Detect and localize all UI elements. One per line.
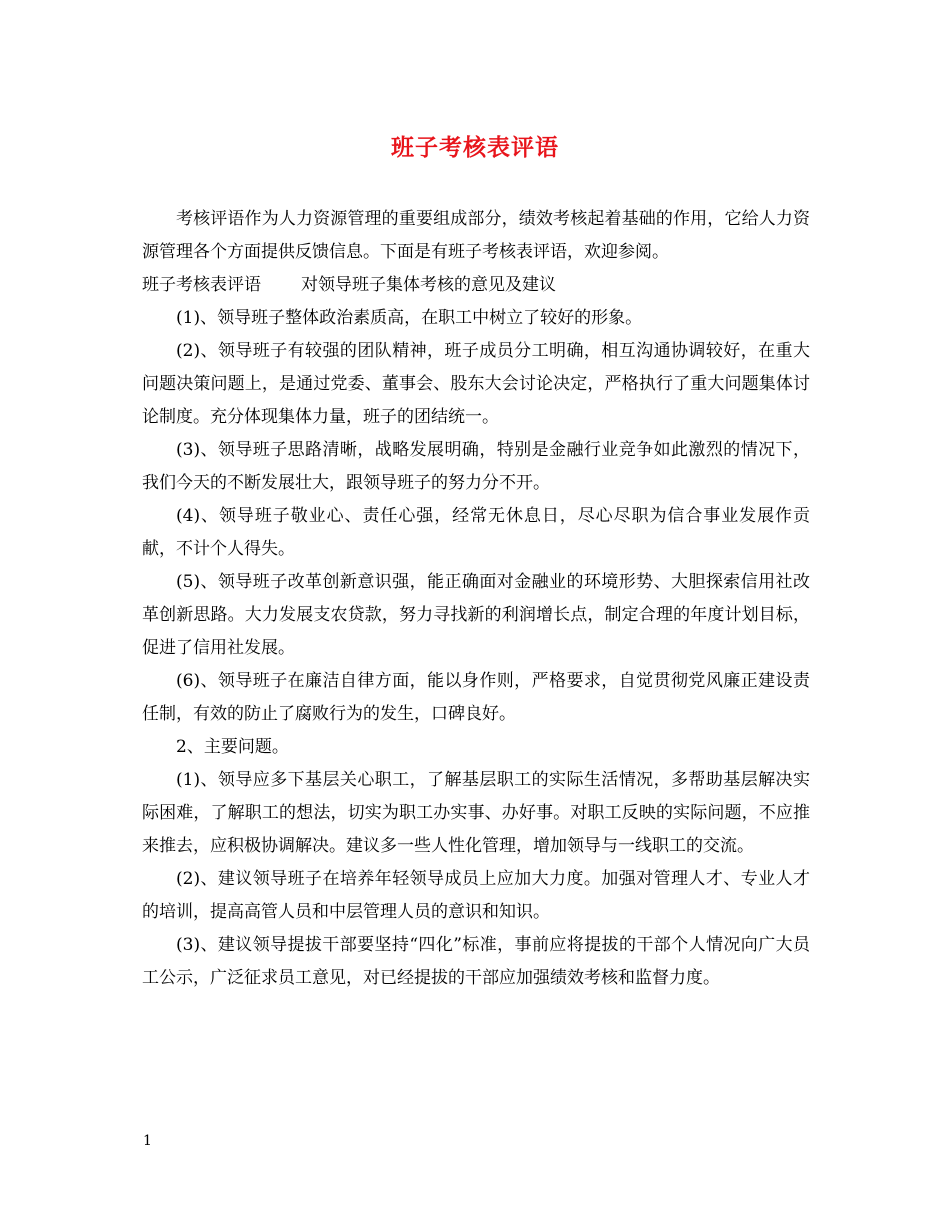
problem-item-2: (2)、建议领导班子在培养年轻领导成员上应加大力度。加强对管理人才、专业人才的培训，提高高管人员和中层管理人员的意识和知识。 — [142, 869, 810, 922]
opinion-item-4: (4)、领导班子敬业心、责任心强，经常无休息日，尽心尽职为信合事业发展作贡献，不计个人得失。 — [142, 506, 810, 559]
subheading-right: 对领导班子集体考核的意见及建议 — [301, 275, 556, 295]
opinion-item-2: (2)、领导班子有较强的团队精神，班子成员分工明确，相互沟通协调较好，在重大问题决策问题上，是通过党委、董事会、股东大会讨论决定，严格执行了重大问题集体讨论制度。充分体现集体力量，班子的团结统一。 — [142, 341, 810, 427]
subheading-line — [142, 269, 810, 302]
opinion-item-1: (1)、领导班子整体政治素质高，在职工中树立了较好的形象。 — [176, 308, 643, 328]
section2-heading: 2、主要问题。 — [176, 737, 289, 757]
opinion-item-6: (6)、领导班子在廉洁自律方面，能以身作则，严格要求，自觉贯彻党风廉正建设责任制，有效的防止了腐败行为的发生，口碑良好。 — [142, 671, 810, 724]
subheading-left: 班子考核表评语 — [142, 275, 261, 295]
page-number: 1 — [143, 1133, 152, 1149]
opinion-item-3: (3)、领导班子思路清晰，战略发展明确，特别是金融行业竞争如此激烈的情况下，我们今天的不断发展壮大，跟领导班子的努力分不开。 — [142, 440, 810, 493]
intro-paragraph: 考核评语作为人力资源管理的重要组成部分，绩效考核起着基础的作用，它给人力资源管理各个方面提供反馈信息。下面是有班子考核表评语，欢迎参阅。 — [142, 209, 810, 262]
document-title: 班子考核表评语 — [391, 134, 559, 161]
document-body — [142, 203, 810, 995]
opinion-item-5: (5)、领导班子改革创新意识强，能正确面对金融业的环境形势、大胆探索信用社改革创新思路。大力发展支农贷款，努力寻找新的利润增长点，制定合理的年度计划目标，促进了信用社发展。 — [142, 572, 810, 658]
problem-item-1: (1)、领导应多下基层关心职工，了解基层职工的实际生活情况，多帮助基层解决实际困难，了解职工的想法，切实为职工办实事、办好事。对职工反映的实际问题，不应推来推去，应积极协调解决。建议多一些人性化管理，增加领导与一线职工的交流。 — [142, 770, 810, 856]
problem-item-3: (3)、建议领导提拔干部要坚持“四化”标准，事前应将提拔的干部个人情况向广大员工公示，广泛征求员工意见，对已经提拔的干部应加强绩效考核和监督力度。 — [142, 935, 810, 988]
